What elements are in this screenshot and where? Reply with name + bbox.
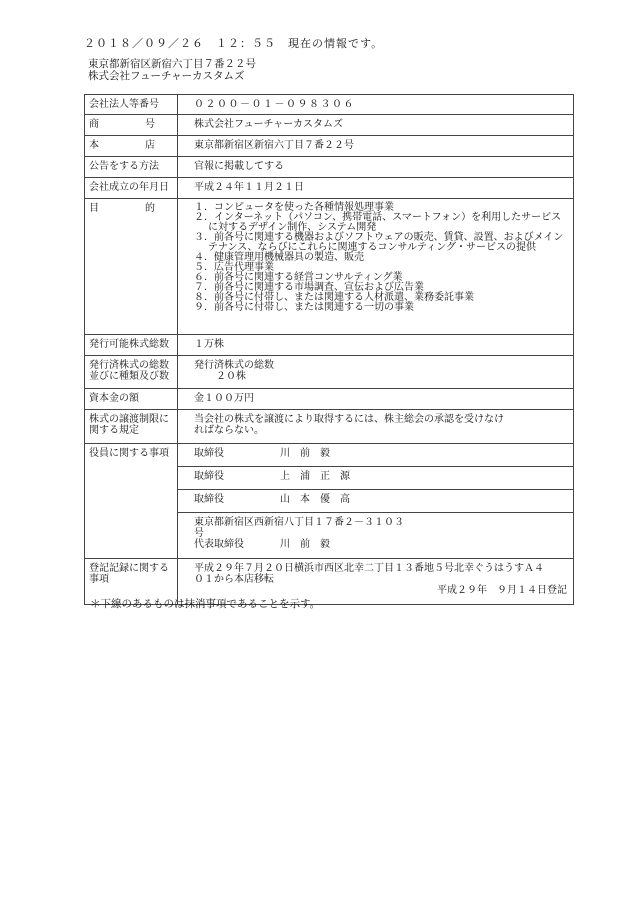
officer-role: 取締役 bbox=[194, 471, 224, 482]
label-transfer-restriction bbox=[85, 410, 178, 444]
purpose-item: ４．健康管理用機械器具の製造、販売 bbox=[194, 252, 364, 263]
value-transfer-restriction-line1: 当会社の株式を譲渡により取得するには、株主総会の承認を受けなけ bbox=[194, 414, 504, 425]
representative-role: 代表取締役 bbox=[194, 539, 244, 550]
representative-name: 川前毅 bbox=[280, 539, 340, 550]
officer-entry bbox=[178, 444, 573, 467]
label-purpose: 目 的 bbox=[85, 199, 178, 335]
label-issued-shares-line2: 並びに種類及び数 bbox=[89, 371, 169, 382]
label-transfer-restriction-line1: 株式の譲渡制限に bbox=[89, 414, 169, 425]
value-issued-shares-line2: ２０株 bbox=[216, 371, 246, 382]
label-officers: 役員に関する事項 bbox=[85, 444, 178, 559]
label-authorized-shares: 発行可能株式総数 bbox=[85, 335, 178, 356]
label-issued-shares-line1: 発行済株式の総数 bbox=[89, 360, 169, 371]
row-notice-method bbox=[85, 157, 574, 178]
document-header bbox=[88, 58, 256, 82]
value-established: 平成２４年１１月２１日 bbox=[178, 178, 574, 199]
officer-name: 上浦正源 bbox=[280, 471, 360, 482]
representative-address-line1: 東京都新宿区西新宿八丁目１７番２－３１０３ bbox=[194, 517, 404, 528]
officer-name: 山本優高 bbox=[280, 494, 360, 505]
value-trade-name: 株式会社フューチャーカスタムズ bbox=[178, 115, 574, 136]
value-registration-line2: ０１から本店移転 bbox=[194, 574, 274, 585]
label-issued-shares bbox=[85, 356, 178, 389]
purpose-item: ８．前各号に付帯し、または関連する人材派遣、業務委託事業 bbox=[194, 292, 474, 303]
value-notice-method: 官報に掲載してする bbox=[178, 157, 574, 178]
label-notice-method: 公告をする方法 bbox=[85, 157, 178, 178]
row-capital bbox=[85, 389, 574, 410]
header-company-name: 株式会社フューチャーカスタムズ bbox=[88, 70, 245, 82]
value-corporate-number: ０２００－０１－０９８３０６ bbox=[178, 95, 574, 115]
officer-entry bbox=[178, 467, 573, 490]
label-registration-line2: 事項 bbox=[89, 574, 109, 585]
label-established: 会社成立の年月日 bbox=[85, 178, 178, 199]
value-issued-shares-line1: 発行済株式の総数 bbox=[194, 360, 274, 371]
representative-address-line2: 号 bbox=[194, 528, 204, 539]
officer-entry bbox=[178, 490, 573, 513]
value-purpose bbox=[178, 199, 574, 335]
purpose-item: １．コンピュータを使った各種情報処理事業 bbox=[194, 202, 394, 213]
purpose-item: ９．前各号に付帯し、または関連する一切の事業 bbox=[194, 302, 414, 313]
row-purpose bbox=[85, 199, 574, 335]
row-authorized-shares bbox=[85, 335, 574, 356]
value-registration-line1: 平成２９年７月２０日横浜市西区北幸二丁目１３番地５号北幸ぐうはうすＡ４ bbox=[194, 563, 544, 574]
representative-entry bbox=[178, 513, 573, 558]
purpose-list bbox=[194, 203, 567, 313]
row-established bbox=[85, 178, 574, 199]
timestamp-line: ２０１８／０９／２６ １２：５５ 現在の情報です。 bbox=[84, 37, 384, 50]
officer-role: 取締役 bbox=[194, 494, 224, 505]
value-officers bbox=[178, 444, 574, 559]
row-issued-shares bbox=[85, 356, 574, 389]
label-corporate-number: 会社法人等番号 bbox=[85, 95, 178, 115]
purpose-item: ３．前各号に関連する機器およびソフトウェアの販売、賃貸、設置、およびメインテナンス、ならびにこれらに関連するコンサルティング・サービスの提供 bbox=[194, 232, 564, 253]
value-capital: 金１００万円 bbox=[178, 389, 574, 410]
value-issued-shares bbox=[178, 356, 574, 389]
row-corporate-number bbox=[85, 95, 574, 115]
registry-table bbox=[84, 94, 574, 605]
label-registration-line1: 登記記録に関する bbox=[89, 563, 169, 574]
purpose-item: ７．前各号に関連する市場調査、宣伝および広告業 bbox=[194, 282, 424, 293]
row-head-office bbox=[85, 136, 574, 157]
purpose-item: ６．前各号に関連する経営コンサルティング業 bbox=[194, 272, 403, 283]
value-authorized-shares: １万株 bbox=[178, 335, 574, 356]
purpose-item: ２．インターネット（パソコン、携帯電話、スマートフォン）を利用したサービスに対するデザイン制作、システム開発 bbox=[194, 212, 562, 233]
officer-role: 取締役 bbox=[194, 448, 224, 459]
officer-name: 川前毅 bbox=[280, 448, 340, 459]
label-trade-name: 商 号 bbox=[85, 115, 178, 136]
label-capital: 資本金の額 bbox=[85, 389, 178, 410]
row-transfer-restriction bbox=[85, 410, 574, 444]
row-trade-name bbox=[85, 115, 574, 136]
value-transfer-restriction-line2: ればならない。 bbox=[194, 425, 264, 436]
value-transfer-restriction bbox=[178, 410, 574, 444]
purpose-item: ５．広告代理事業 bbox=[194, 262, 274, 273]
row-officers bbox=[85, 444, 574, 559]
registration-date: 平成２９年 ９月１４日登記 bbox=[437, 585, 567, 596]
label-head-office: 本 店 bbox=[85, 136, 178, 157]
value-head-office: 東京都新宿区新宿六丁目７番２２号 bbox=[178, 136, 574, 157]
label-transfer-restriction-line2: 関する規定 bbox=[89, 425, 139, 436]
header-address: 東京都新宿区新宿六丁目７番２２号 bbox=[88, 58, 256, 70]
footnote: ＊下線のあるものは抹消事項であることを示す。 bbox=[90, 598, 321, 610]
